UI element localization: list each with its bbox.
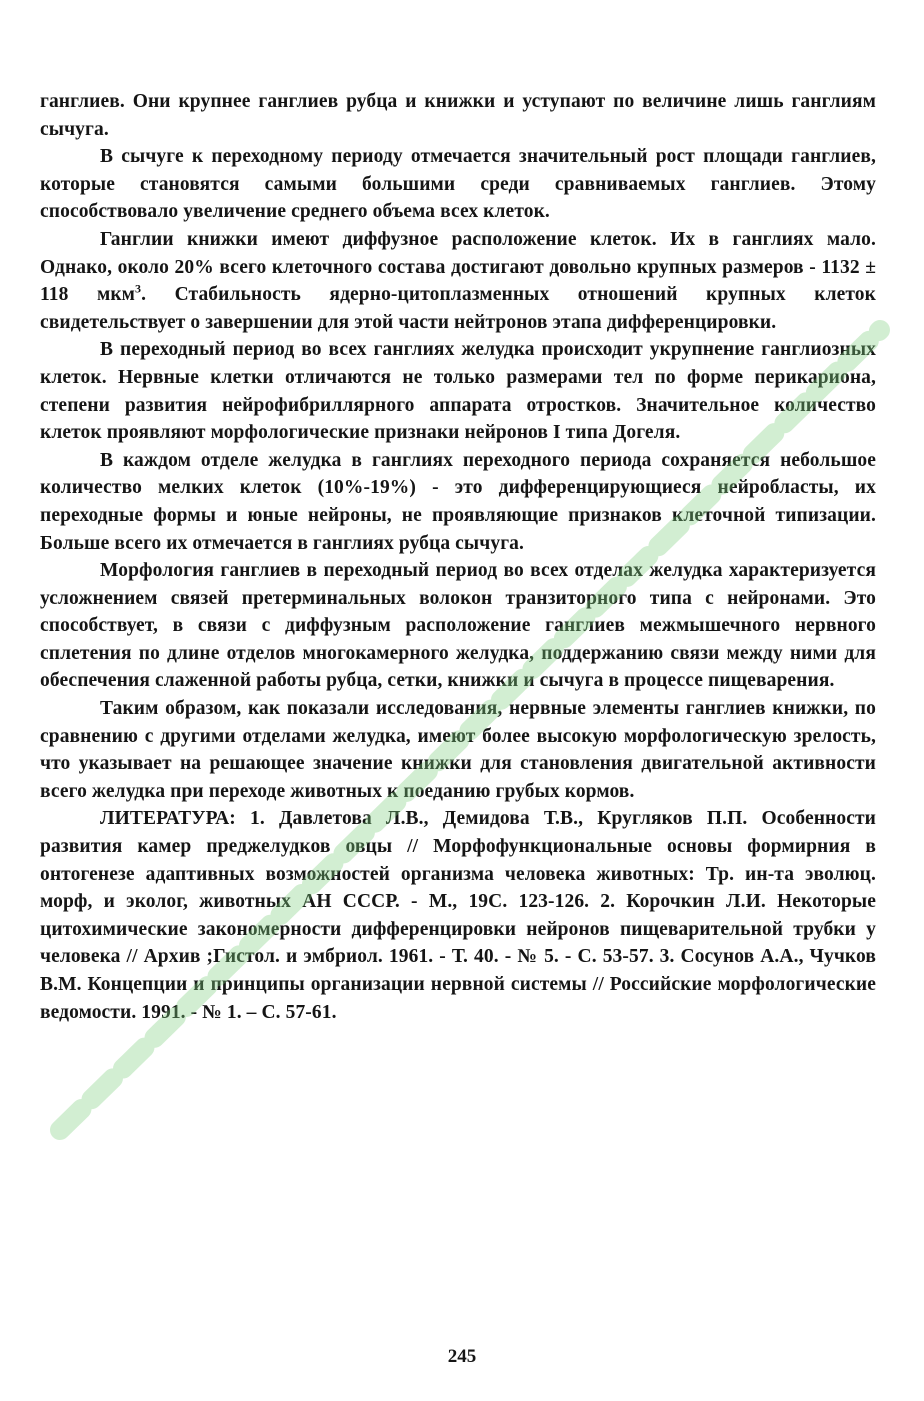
paragraph-1: ганглиев. Они крупнее ганглиев рубца и книжки и уступают по величине лишь ганглиям сычуга.: [40, 91, 876, 140]
paragraph-3-tail: . Стабильность ядерно-цитоплазменных отношений крупных клеток свидетельствует о завершении для этой части нейтронов этапа дифференцировки.: [40, 284, 876, 333]
paragraph-5: В каждом отделе желудка в ганглиях переходного периода сохраняется небольшое количество мелких клеток (10%-19%) - это дифференцирующиеся нейробласты, их переходные формы и юные нейроны, не проявляющие признаков клеточной типизации. Больше всего их отмечается в ганглиях рубца сычуга.: [40, 449, 876, 554]
paragraph-3: [40, 226, 876, 336]
paragraph-6: Морфология ганглиев в переходный период во всех отделах желудка характеризуется усложнением связей претерминальных волокон транзиторного типа с нейронами. Это способствует, в связи с диффузным расположение ганглиев межмышечного нервного сплетения по длине отделов многокамерного желудка, поддержанию связи между ними для обеспечения слаженной работы рубца, сетки, книжки и сычуга в процессе пищеварения.: [40, 560, 876, 692]
page-number: 245: [447, 1346, 477, 1367]
paragraph-7: Таким образом, как показали исследования, нервные элементы ганглиев книжки, по сравнению с другими отделами желудка, имеют более высокую морфологическую зрелость, что указывает на решающее значение книжки для становления двигательной активности всего желудка при переходе животных к поеданию грубых кормов.: [40, 698, 876, 802]
literature-list: ЛИТЕРАТУРА: 1. Давлетова Л.В., Демидова Т.В., Кругляков П.П. Особенности развития камер преджелудков овцы // Морфофункциональные основы формирния в онтогенезе адаптивных возможностей организма человека животных: Тр. ин-та эволюц. морф, и эколог, животных АН СССР. - М., 19С. 123-126. 2. Корочкин Л.И. Некоторые цитохимические закономерности дифференцировки нейронов пищеварительной трубки у человека // Архив ;Гистол. и эмбриол. 1961. - Т. 40. - № 5. - С. 53-57. 3. Сосунов А.А., Чучков В.М. Концепции и принципы организации нервной системы // Российские морфологические ведомости. 1991. - № 1. – С. 57-61.: [40, 808, 876, 1023]
paragraph-3-text: Ганглии книжки имеют диффузное расположение клеток. Их в ганглиях мало. Однако, около 20% всего клеточного состава достигают довольно крупных размеров - 1132 ± 118 мкм: [40, 228, 876, 306]
superscript-three: 3: [135, 281, 142, 296]
document-body: [40, 88, 876, 1026]
paragraph-4: В переходный период во всех ганглиях желудка происходит укрупнение ганглиозных клеток. Нервные клетки отличаются не только размерами тел по форме перикариона, степени развития нейрофибриллярного аппарата отростков. Значительное количество клеток проявляют морфологические признаки нейронов I типа Догеля.: [40, 339, 876, 444]
paragraph-2: В сычуге к переходному периоду отмечается значительный рост площади ганглиев, которые становятся самыми большими среди сравниваемых ганглиев. Этому способствовало увеличение среднего объема всех клеток.: [40, 146, 876, 223]
